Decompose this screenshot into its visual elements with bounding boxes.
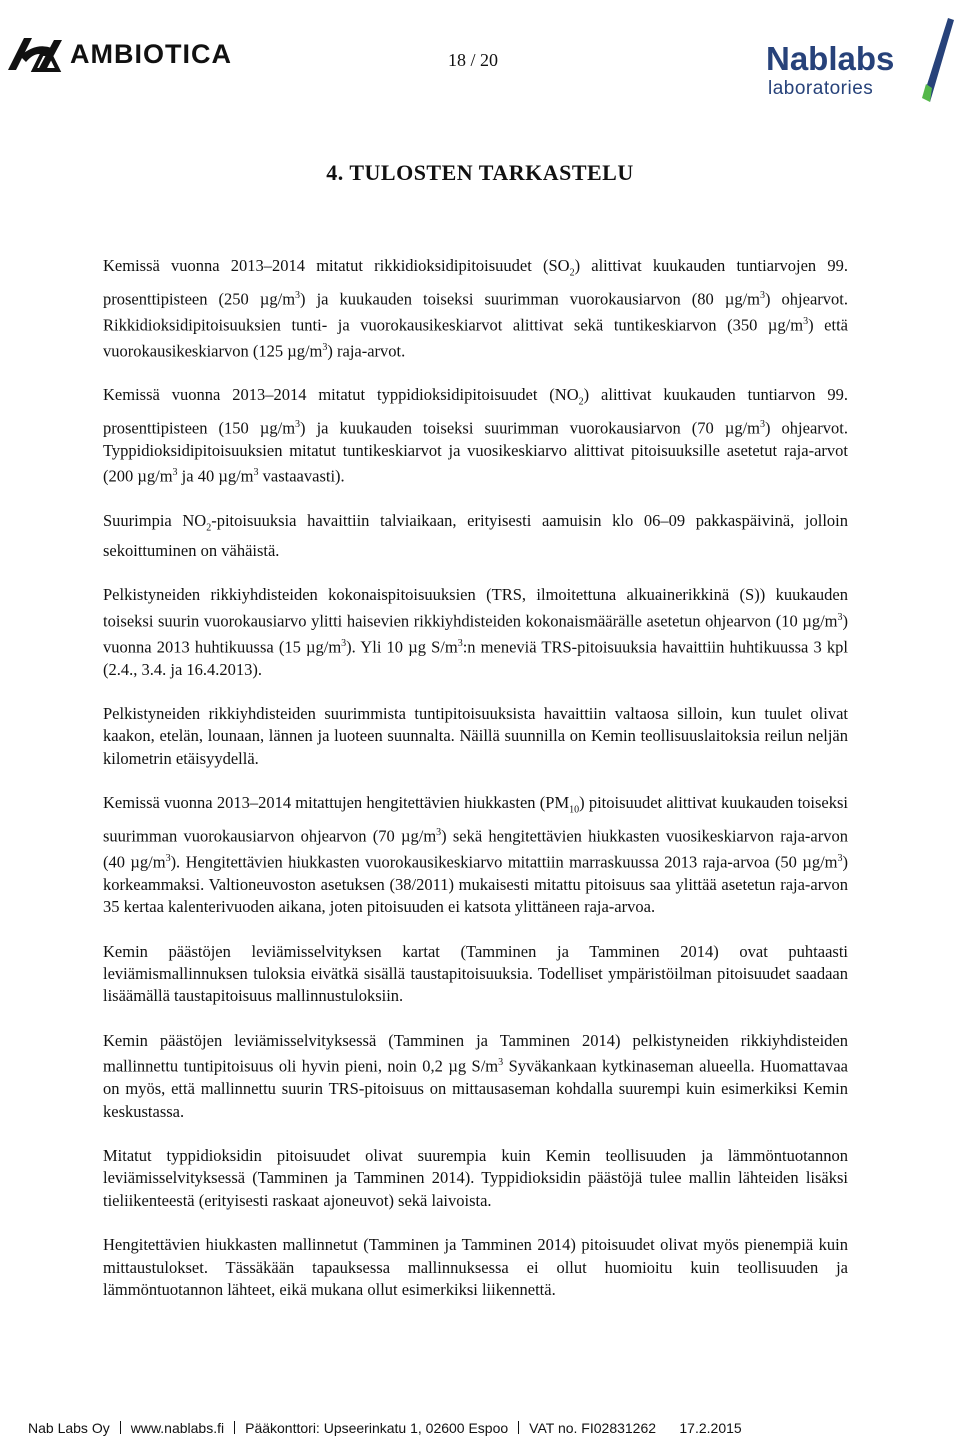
- page-footer: [28, 1420, 742, 1436]
- text-run: vastaavasti).: [258, 466, 345, 486]
- text-run: Hengitettävien hiukkasten mallinnetut (Tamminen ja Tamminen 2014) pitoisuudet olivat myös pienempiä kuin mittaustulokset. Tässäkään tapauksessa mallinnuksessa ei ollut huomioitu kuin teollisuuden ja lämmöntuotannon lähteet, eikä mukana ollut esimerkiksi liikennettä.: [103, 1235, 848, 1299]
- text-run: ). Hengitettävien hiukkasten vuorokausikeskiarvo mitattiin marraskuussa 2013 raja-arvoa (50 µg/m: [170, 852, 838, 872]
- checkmark-icon: [892, 18, 956, 104]
- subscript: 2: [578, 396, 584, 408]
- paragraph: [103, 384, 848, 488]
- text-run: ) ja kuukauden toiseksi suurimman vuorokausiarvon (70 µg/m: [300, 418, 760, 438]
- subscript: 10: [569, 804, 580, 816]
- text-run: ) alittivat kuukauden tuntiarvon 99. prosenttipisteen (150 µg/m: [103, 385, 848, 438]
- text-run: ) ohjearvot. Rikkidioksidipitoisuuksien tunti- ja vuorokausikeskiarvot alittivat sekä tuntikeskiarvon (350 µg/m: [103, 289, 848, 335]
- subscript: 2: [569, 267, 575, 279]
- text-run: Kemissä vuonna 2013–2014 mitattujen hengitettävien hiukkasten (PM: [103, 793, 570, 813]
- superscript: 3: [436, 827, 442, 838]
- text-run: Kemin päästöjen leviämisselvityksen kartat (Tamminen ja Tamminen 2014) ovat puhtaasti leviämismallinnuksen tuloksia eivätkä sisällä taustapitoisuuksia. Todelliset ympäristöilman pitoisuudet saadaan lisäämällä taustapitoisuus mallinnustuloksiin.: [103, 941, 848, 1006]
- text-run: ). Yli 10 µg S/m: [346, 637, 458, 657]
- paragraph: [103, 510, 848, 562]
- paragraph: [103, 255, 848, 362]
- footer-company: Nab Labs Oy: [28, 1420, 110, 1436]
- text-run: Suurimpia NO: [103, 511, 207, 531]
- nablabs-logo-sub: laboratories: [768, 78, 874, 99]
- superscript: 3: [295, 289, 301, 301]
- text-run: ) ja kuukauden toiseksi suurimman vuorokausiarvon (80 µg/m: [300, 289, 760, 309]
- paragraph: [103, 584, 848, 681]
- text-run: Pelkistyneiden rikkiyhdisteiden suurimmista tuntipitoisuuksista havaittiin valtaosa silloin, kun tuulet olivat kaakon, etelän, lounaan, lännen ja luoteen suunnalta. Näillä suunnilla on Kemin teollisuuslaitoksia reilun neljän kilometrin etäisyydellä.: [103, 704, 848, 768]
- text-run: Kemin päästöjen leviämisselvityksessä (Tamminen ja Tamminen 2014) pelkistyneiden rikkiyhdisteiden mallinnettu tuntipitoisuus oli hyvin pieni, noin 0,2 µg S/m: [103, 1030, 848, 1076]
- text-run: Kemissä vuonna 2013–2014 mitatut rikkidioksidipitoisuudet (SO: [103, 256, 570, 275]
- superscript: 3: [803, 315, 809, 327]
- nablabs-logo-brand: Nablabs: [766, 40, 895, 77]
- superscript: 3: [837, 611, 843, 623]
- page-number: 18 / 20: [448, 50, 499, 70]
- paragraph: [103, 792, 848, 918]
- paragraph: [103, 1234, 848, 1301]
- footer-separator: [120, 1421, 121, 1434]
- superscript: 3: [341, 637, 347, 649]
- text-run: :n meneviä TRS-pitoisuuksia havaittiin huhtikuussa 3 kpl (2.4., 3.4. ja 16.4.2013).: [103, 637, 849, 679]
- text-run: Syväkankaan kytkinaseman alueella. Huomattavaa on myös, että mallinnettu suurin TRS-pitoisuus on mittausaseman kohdalla suurempi kuin esimerkiksi Kemin keskustassa.: [103, 1056, 848, 1121]
- footer-vat: VAT no. FI02831262: [529, 1420, 657, 1436]
- superscript: 3: [498, 1057, 504, 1069]
- footer-office: Pääkonttori: Upseerinkatu 1, 02600 Espoo: [245, 1420, 509, 1436]
- nablabs-logo: [766, 18, 956, 108]
- superscript: 3: [760, 289, 765, 301]
- paragraph: [103, 703, 848, 770]
- paragraph: [103, 941, 848, 1008]
- ambiotica-mark-icon: [6, 34, 64, 74]
- section-heading: 4. TULOSTEN TARKASTELU: [326, 160, 634, 185]
- text-run: ) korkeammaksi. Valtioneuvoston asetuksen (38/2011) mukaisesti mitattu pitoisuus saa ylittää asetetun raja-arvon 35 kertaa kalenterivuoden aikana, joten pitoisuuden ei katsota ylittäneen raja-arvoa.: [103, 852, 848, 917]
- body-text: [103, 255, 848, 1323]
- text-run: -pitoisuuksia havaittiin talviaikaan, erityisesti aamuisin klo 06–09 pakkaspäivinä, jolloin sekoittuminen on vähäistä.: [103, 511, 848, 561]
- text-run: ) raja-arvot.: [327, 341, 406, 361]
- paragraph: [103, 1030, 848, 1123]
- text-run: ) ohjearvot. Typpidioksidipitoisuuksien mitatut tuntikeskiarvot ja vuosikeskiarvo alittivat pitoisuuksille asetetut raja-arvot (200 µg/m: [103, 418, 848, 486]
- superscript: 3: [253, 467, 259, 479]
- superscript: 3: [457, 637, 463, 649]
- text-run: ) vuonna 2013 huhtikuussa (15 µg/m: [103, 611, 848, 657]
- footer-separator: [518, 1421, 519, 1434]
- ambiotica-logo-text: AMBIOTICA: [70, 38, 232, 69]
- footer-website: www.nablabs.fi: [130, 1420, 225, 1436]
- footer-date: 17.2.2015: [679, 1420, 742, 1436]
- superscript: 3: [172, 467, 178, 479]
- superscript: 3: [837, 852, 843, 864]
- superscript: 3: [322, 341, 328, 353]
- text-run: ) sekä hengitettävien hiukkasten vuosikeskiarvon raja-arvon (40 µg/m: [103, 826, 848, 872]
- text-run: ) että vuorokausikeskiarvon (125 µg/m: [103, 315, 848, 361]
- ambiotica-logo: [6, 34, 232, 74]
- superscript: 3: [295, 419, 301, 431]
- subscript: 2: [206, 522, 212, 534]
- text-run: ) alittivat kuukauden tuntiarvojen 99. prosenttipisteen (250 µg/m: [103, 256, 848, 309]
- paragraph: [103, 1145, 848, 1212]
- superscript: 3: [760, 419, 765, 431]
- text-run: ) pitoisuudet alittivat kuukauden toiseksi suurimman vuorokausiarvon ohjearvon (70 µg/m: [103, 793, 848, 846]
- text-run: Kemissä vuonna 2013–2014 mitatut typpidioksidipitoisuudet (NO: [103, 385, 579, 405]
- superscript: 3: [165, 852, 171, 864]
- text-run: Pelkistyneiden rikkiyhdisteiden kokonaispitoisuuksien (TRS, ilmoitettuna alkuainerikkinä (S)) kuukauden toiseksi suurin vuorokausiarvo ylitti haisevien rikkiyhdisteiden kokonaismäärälle asetetun ohjearvon (10 µg/m: [103, 585, 848, 631]
- footer-separator: [234, 1421, 235, 1434]
- text-run: ja 40 µg/m: [177, 466, 254, 486]
- text-run: Mitatut typpidioksidin pitoisuudet olivat suurempia kuin Kemin teollisuuden ja lämmöntuotannon leviämisselvityksessä (Tamminen ja Tamminen 2014). Typpidioksidin päästöjä tulee mallin lähteiden lisäksi tieliikenteestä (erityisesti raskaat ajoneuvot) sekä laivoista.: [103, 1145, 848, 1210]
